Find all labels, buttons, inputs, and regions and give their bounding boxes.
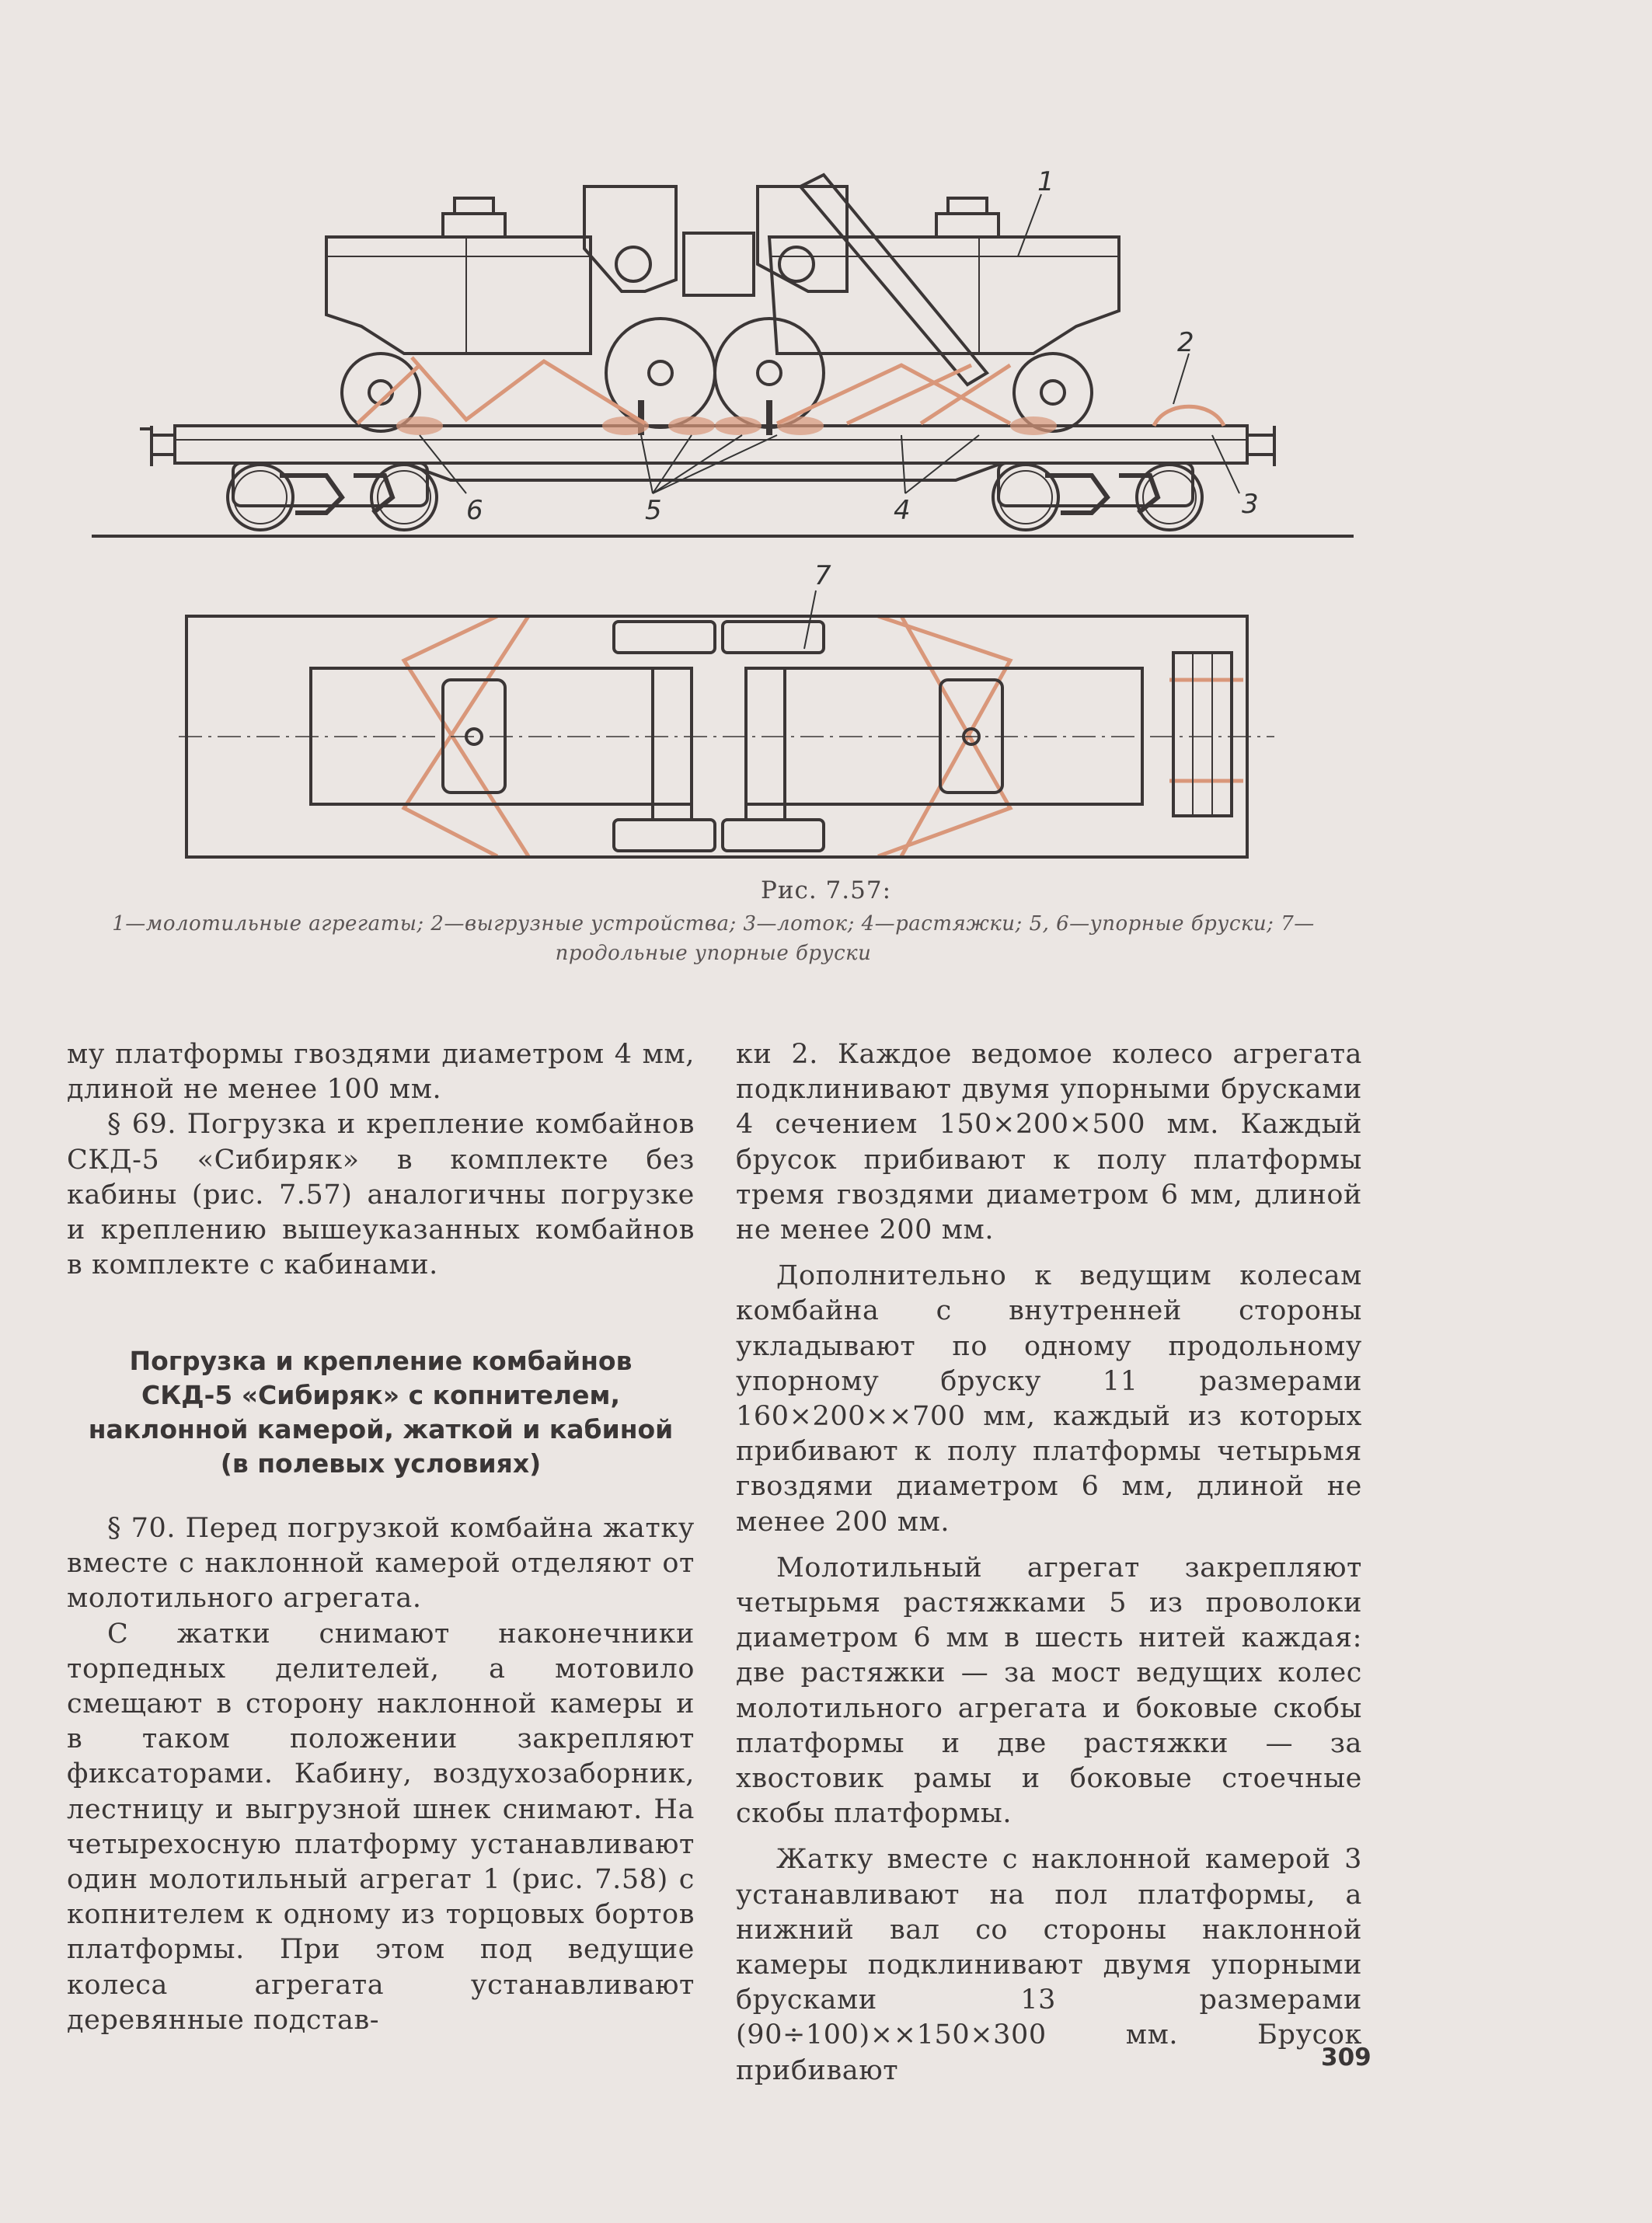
right-paragraph-1: ки 2. Каждое ведомое колесо агрегата подклинивают двумя упорными брусками 4 сечением 150×200×500 мм. Каждый брусок прибивают к полу платформы тремя гвоздями диаметром 6 мм, длиной не менее 200 мм. — [736, 1039, 1362, 1246]
cab-frame — [684, 233, 754, 295]
label-4: 4 — [894, 495, 911, 526]
heading-line-3: наклонной камерой, жаткой и кабиной — [88, 1414, 674, 1444]
right-paragraph-2: Дополнительно к ведущим колесам комбайна с внутренней стороны укладывают по одному продольному упорному бруску 11 размерами 160×200××700 мм, каждый из которых прибивают к полу платформы четырьмя гвоздями диаметром 6 мм, длиной не менее 200 мм. — [736, 1260, 1362, 1538]
bogie-right — [993, 463, 1202, 530]
platform-deck — [175, 426, 1247, 463]
label-2: 2 — [1177, 327, 1194, 358]
figure-caption-title: Рис. 7.57: — [760, 876, 892, 904]
label-1: 1 — [1037, 166, 1054, 197]
heading-line-2: СКД-5 «Сибиряк» с копнителем, — [141, 1380, 620, 1410]
page-number: 309 — [1321, 2044, 1371, 2071]
right-column — [736, 1037, 1371, 2089]
right-paragraph-3: Молотильный агрегат закрепляют четырьмя растяжками 5 из проволоки диаметром 6 мм в шесть нитей каждая: две растяжки — за мост ведущих колес молотильного агрегата и боковые скобы платформы и две растяжки — за хвостовик рамы и боковые стоечные скобы платформы. — [736, 1552, 1362, 1830]
coupler-left — [140, 426, 175, 466]
label-5: 5 — [645, 495, 662, 526]
right-paragraph-4: Жатку вместе с наклонной камерой 3 устанавливают на пол платформы, а нижний вал со стороны наклонной камеры подклинивают двумя упорными брусками 13 размерами (90÷100)××150×300 мм. Брусок прибивают — [736, 1844, 1362, 2086]
figure-railcar-drawing — [0, 0, 1652, 878]
left-column-lower — [67, 1511, 695, 2038]
coupler-right — [1247, 426, 1274, 466]
left-column — [67, 1037, 695, 1283]
heading-line-1: Погрузка и крепление комбайнов — [129, 1346, 633, 1376]
combine-left — [326, 186, 715, 431]
left-paragraph-2: § 69. Погрузка и крепление комбайнов СКД-5 «Сибиряк» в комплекте без кабины (рис. 7.57) аналогичны погрузке и креплению вышеуказанных комбайнов в комплекте с кабинами. — [67, 1109, 695, 1281]
label-3: 3 — [1242, 489, 1259, 520]
cargo-block — [1173, 653, 1232, 816]
left-paragraph-3: § 70. Перед погрузкой комбайна жатку вместе с наклонной камерой отделяют от молотильного агрегата. — [67, 1513, 695, 1615]
bogie-left — [228, 463, 437, 530]
heading-line-4: (в полевых условиях) — [220, 1448, 542, 1479]
left-paragraph-4: С жатки снимают наконечники торпедных делителей, а мотовило смещают в сторону наклонной камеры и в таком положении закрепляют фиксаторами. Кабину, воздухозаборник, лестницу и выгрузной шнек снимают. На четырехосную платформу устанавливают один молотильный агрегат 1 (рис. 7.58) с копнителем к одному из торцовых бортов платформы. При этом под ведущие колеса агрегата устанавливают деревянные подстав- — [67, 1618, 695, 2036]
section-heading — [67, 1344, 695, 1481]
label-7: 7 — [814, 560, 831, 591]
figure-caption-text: 1—молотильные агрегаты; 2—выгрузные устройства; 3—лоток; 4—растяжки; 5, 6—упорные бруски; 7—продольные упорные бруски — [112, 912, 1315, 965]
left-paragraph-1: му платформы гвоздями диаметром 4 мм, длиной не менее 100 мм. — [67, 1039, 695, 1106]
label-6: 6 — [466, 495, 483, 526]
